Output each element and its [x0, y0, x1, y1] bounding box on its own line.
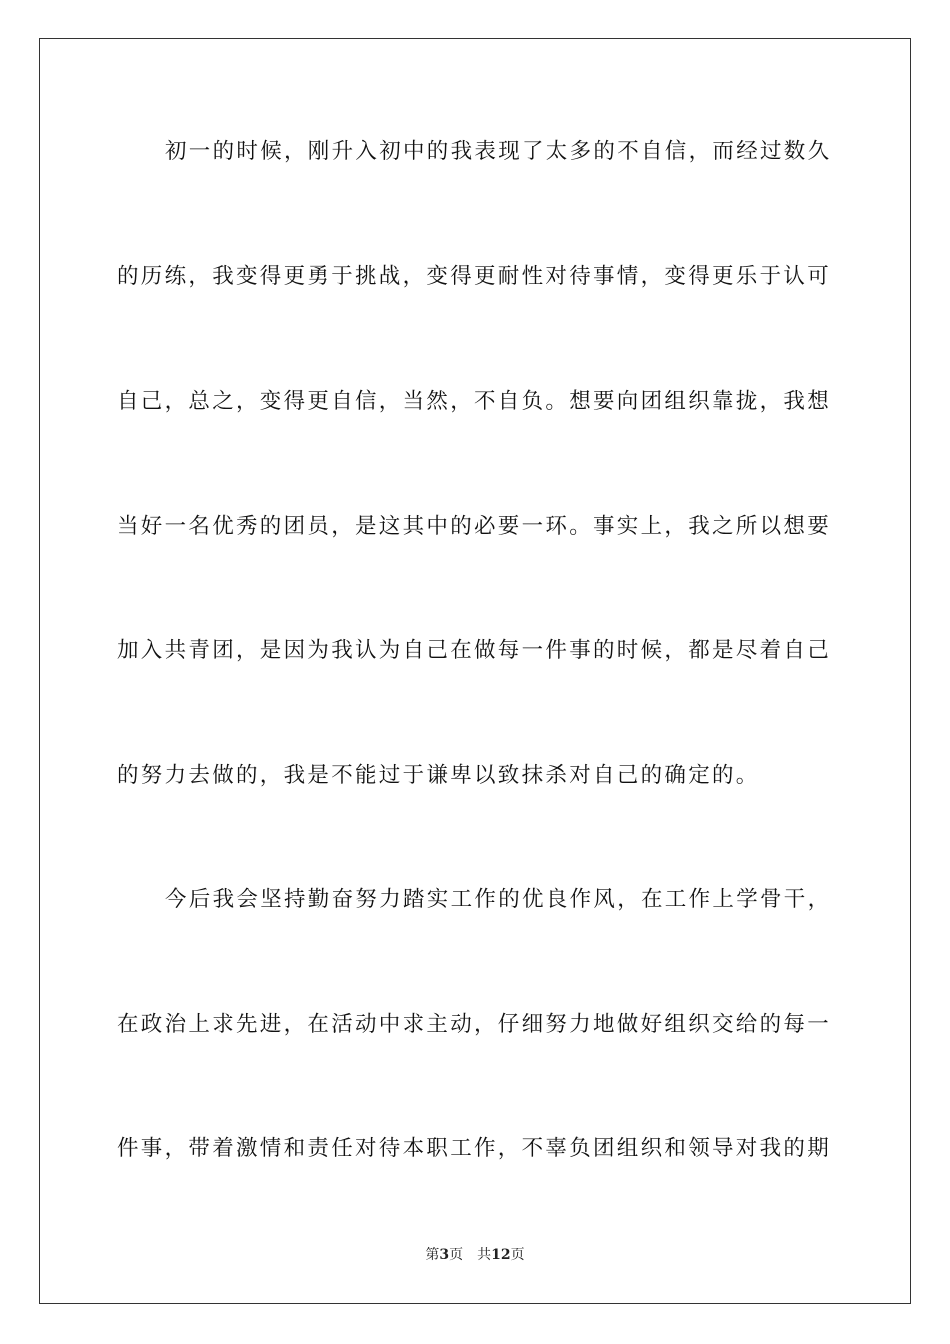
total-suffix: 页 [510, 1247, 525, 1263]
total-page-count: 12 [491, 1247, 511, 1263]
paragraph-line: 加入共青团，是因为我认为自己在做每一件事的时候，都是尽着自己 [117, 638, 832, 663]
paragraph-line: 自己，总之，变得更自信，当然，不自负。想要向团组织靠拢，我想 [117, 389, 832, 414]
paragraph-line: 件事，带着激情和责任对待本职工作，不辜负团组织和领导对我的期 [117, 1136, 832, 1161]
paragraph-line: 的历练，我变得更勇于挑战，变得更耐性对待事情，变得更乐于认可 [117, 264, 832, 289]
paragraph-line: 的努力去做的，我是不能过于谦卑以致抹杀对自己的确定的。 [117, 763, 760, 788]
page-footer [0, 1244, 950, 1264]
total-prefix: 共 [477, 1247, 492, 1263]
current-page-number: 3 [439, 1247, 450, 1263]
paragraph-line: 在政治上求先进，在活动中求主动，仔细努力地做好组织交给的每一 [117, 1012, 832, 1037]
page-border [39, 38, 911, 1304]
paragraph-line: 当好一名优秀的团员，是这其中的必要一环。事实上，我之所以想要 [117, 514, 832, 539]
paragraph-line: 初一的时候，刚升入初中的我表现了太多的不自信，而经过数久 [165, 139, 832, 164]
page-suffix: 页 [449, 1247, 464, 1263]
paragraph-line: 今后我会坚持勤奋努力踏实工作的优良作风，在工作上学骨干， [165, 887, 832, 912]
page-prefix: 第 [425, 1247, 440, 1263]
